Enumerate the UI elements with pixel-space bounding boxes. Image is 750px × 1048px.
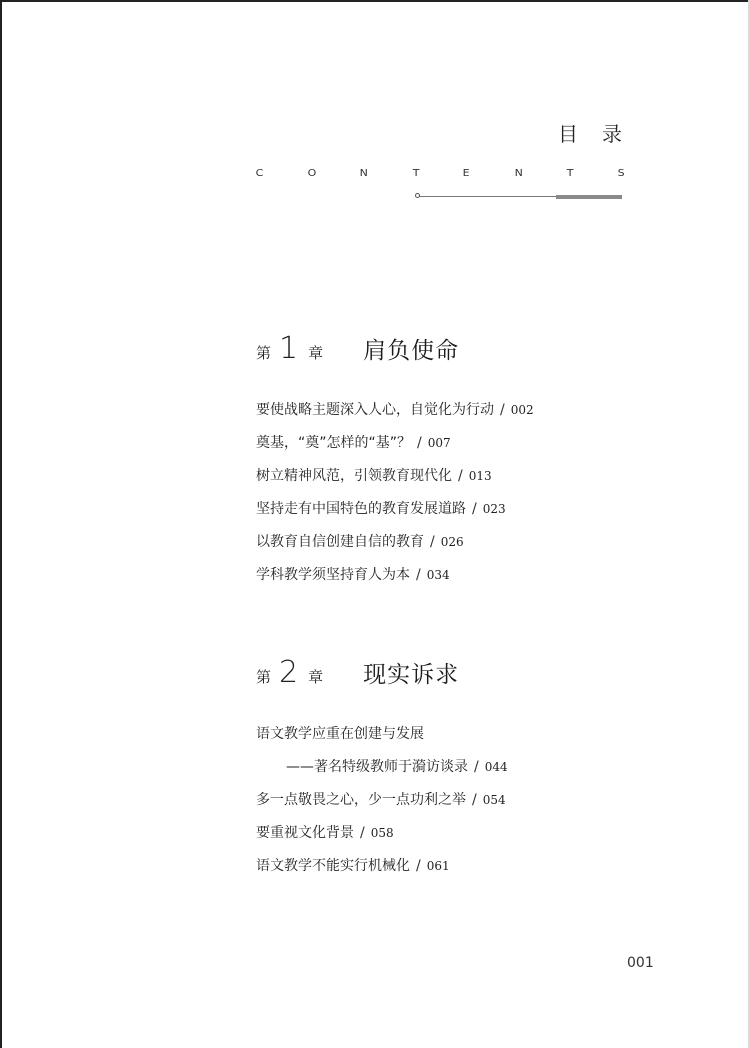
- toc-entry-title: ——著名特级教师于漪访谈录: [286, 759, 468, 775]
- chapter-number: 1: [279, 331, 299, 366]
- chapter-1: [256, 332, 534, 592]
- contents-letters: [256, 168, 624, 184]
- toc-entry-page: 026: [440, 535, 464, 549]
- toc-entry-page: 007: [427, 436, 451, 450]
- toc-entry-page: 058: [370, 826, 394, 840]
- chapter-suffix: 章: [308, 668, 324, 686]
- chapter-prefix: 第: [256, 344, 272, 362]
- contents-letter: T: [412, 168, 420, 179]
- contents-letter: S: [617, 168, 625, 179]
- toc-separator: /: [458, 468, 463, 484]
- toc-entry-page: 061: [426, 859, 450, 873]
- toc-separator: /: [417, 435, 422, 451]
- toc-entry-title: 语文教学不能实行机械化: [256, 858, 410, 874]
- toc-entry[interactable]: [256, 817, 508, 850]
- toc-entry-title: 树立精神风范，引领教育现代化: [256, 468, 452, 484]
- chapter-number: 2: [279, 655, 299, 690]
- toc-entry[interactable]: [256, 427, 534, 460]
- chapter-2: [256, 656, 508, 883]
- chapter-toc-list: [256, 718, 508, 883]
- contents-letter: E: [463, 168, 471, 179]
- page-number: 001: [627, 955, 654, 971]
- toc-entry-page: 044: [484, 760, 508, 774]
- contents-letter: T: [566, 168, 574, 179]
- header-divider-line: [418, 196, 556, 197]
- toc-entry[interactable]: [256, 460, 534, 493]
- toc-entry[interactable]: [256, 784, 508, 817]
- chapter-heading: [256, 332, 534, 372]
- chapter-toc-list: [256, 394, 534, 592]
- toc-entry-title: 语文教学应重在创建与发展: [256, 726, 424, 742]
- toc-separator: /: [500, 402, 505, 418]
- page-frame-left: [0, 0, 2, 1048]
- toc-entry[interactable]: [256, 526, 534, 559]
- toc-entry-title: 奠基，“奠”怎样的“基”？: [256, 435, 412, 451]
- toc-entry-page: 013: [468, 469, 492, 483]
- contents-letter: N: [514, 168, 523, 179]
- header-divider-bar: [556, 195, 622, 199]
- toc-entry-page: 002: [510, 403, 534, 417]
- contents-letter: O: [307, 168, 317, 179]
- toc-separator: /: [472, 792, 477, 808]
- toc-entry[interactable]: [256, 559, 534, 592]
- toc-entry[interactable]: [256, 394, 534, 427]
- toc-entry-page: 054: [482, 793, 506, 807]
- toc-title: 目录: [558, 122, 646, 146]
- toc-entry-title: 坚持走有中国特色的教育发展道路: [256, 501, 466, 517]
- toc-entry[interactable]: [256, 718, 508, 751]
- toc-entry-subtitle[interactable]: [256, 751, 508, 784]
- toc-separator: /: [416, 858, 421, 874]
- toc-entry[interactable]: [256, 850, 508, 883]
- page-frame-top: [0, 0, 750, 2]
- toc-separator: /: [430, 534, 435, 550]
- chapter-heading: [256, 656, 508, 696]
- toc-separator: /: [472, 501, 477, 517]
- toc-entry-page: 034: [426, 568, 450, 582]
- toc-entry-page: 023: [482, 502, 506, 516]
- toc-separator: /: [474, 759, 479, 775]
- toc-separator: /: [360, 825, 365, 841]
- chapter-prefix: 第: [256, 668, 272, 686]
- toc-separator: /: [416, 567, 421, 583]
- header-divider-dot: [415, 193, 420, 198]
- contents-letter: N: [359, 168, 369, 179]
- chapter-suffix: 章: [308, 344, 324, 362]
- chapter-title: 现实诉求: [363, 662, 460, 688]
- toc-entry-title: 要重视文化背景: [256, 825, 354, 841]
- contents-letter: C: [255, 168, 264, 179]
- toc-entry-title: 学科教学须坚持育人为本: [256, 567, 410, 583]
- toc-entry-title: 多一点敬畏之心，少一点功利之举: [256, 792, 466, 808]
- toc-entry-title: 以教育自信创建自信的教育: [256, 534, 424, 550]
- toc-entry-title: 要使战略主题深入人心，自觉化为行动: [256, 402, 494, 418]
- chapter-title: 肩负使命: [363, 338, 460, 364]
- toc-entry[interactable]: [256, 493, 534, 526]
